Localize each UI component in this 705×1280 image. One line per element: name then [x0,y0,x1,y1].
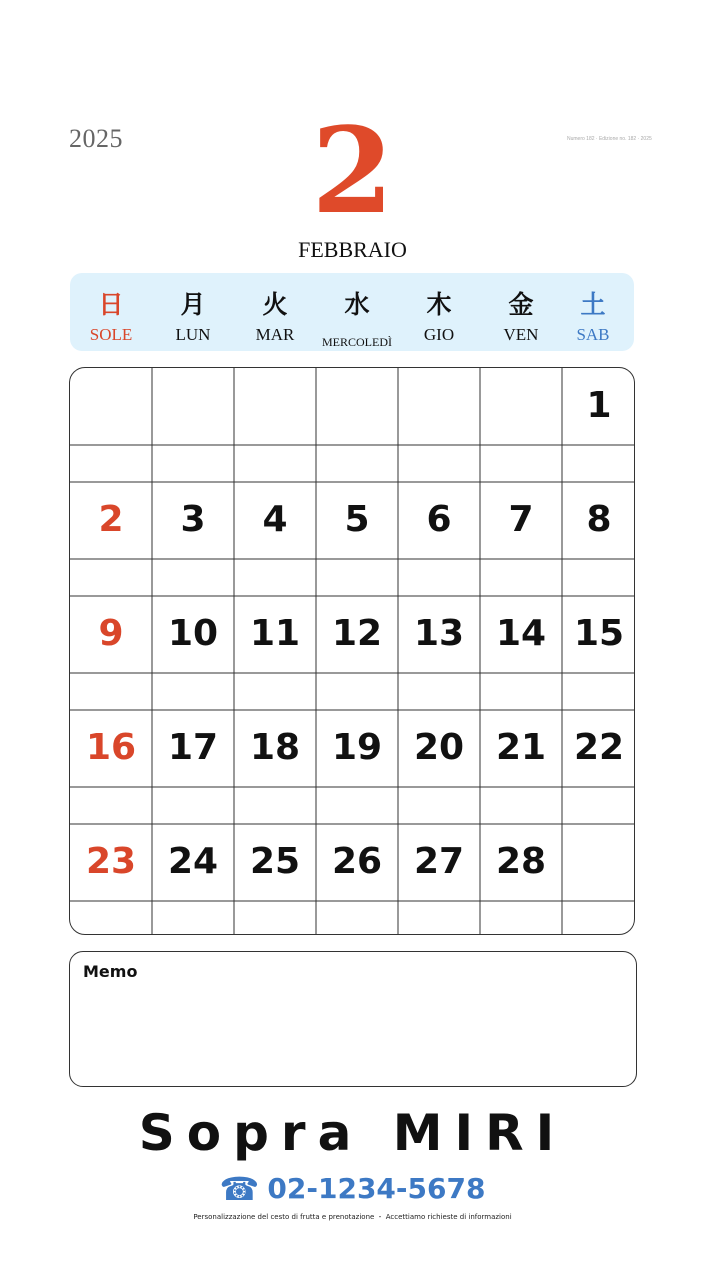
day-cell-number[interactable]: 10 [167,613,219,654]
day-cell-number[interactable]: 9 [98,613,124,654]
day-cell-number[interactable]: 25 [249,841,301,882]
memo-label: Memo [83,962,138,981]
weekday-label: LUN [175,325,211,344]
weekday-wednesday [316,273,398,351]
weekday-sunday [70,273,152,351]
weekday-thursday [398,273,480,351]
weekday-kanji: 火 [262,290,288,319]
day-cell-number[interactable]: 23 [85,841,137,882]
day-cell-number[interactable]: 28 [495,841,547,882]
day-cell-number[interactable]: 18 [249,727,301,768]
day-cell-number[interactable]: 20 [413,727,465,768]
day-cell-number[interactable]: 24 [167,841,219,882]
calendar-grid [69,367,635,935]
weekday-kanji: 月 [180,290,206,319]
telephone-icon: ☎ [219,1170,260,1208]
weekday-monday [152,273,234,351]
fine-print: Numero 182 · Edizione no. 182 · 2025 [567,136,652,142]
memo-box[interactable] [69,951,637,1087]
day-cell-number[interactable]: 16 [85,727,137,768]
shop-name: Sopra MIRI [138,1104,567,1162]
day-cell-number[interactable]: 21 [495,727,547,768]
weekday-label: MAR [255,325,295,344]
day-cell-number[interactable]: 13 [413,613,465,654]
weekday-label: MERCOLEDÌ [322,335,392,349]
day-cell-number[interactable]: 27 [413,841,465,882]
footer-note: Personalizzazione del cesto di frutta e prenotazione ・ Accettiamo richieste di informazioni [193,1213,512,1221]
day-cell-number[interactable]: 8 [586,499,612,540]
weekday-header [70,273,634,351]
day-cell-number[interactable]: 15 [573,613,625,654]
weekday-label: SOLE [89,325,133,344]
weekday-kanji: 木 [426,290,452,319]
weekday-kanji: 日 [98,290,124,319]
day-cell-number[interactable]: 17 [167,727,219,768]
weekday-kanji: 金 [508,290,534,319]
weekday-saturday [552,273,634,351]
weekday-label: SAB [576,325,610,344]
phone-number: 02-1234-5678 [267,1172,486,1205]
month-number: 2 [311,101,394,240]
phone-line[interactable] [0,1170,705,1208]
day-cell-number[interactable]: 14 [495,613,547,654]
day-cell-number[interactable]: 26 [331,841,383,882]
day-cell-number[interactable]: 5 [344,499,370,540]
day-cell-number[interactable]: 22 [573,727,625,768]
day-cell-number[interactable]: 11 [249,613,301,654]
day-cell-number[interactable]: 19 [331,727,383,768]
day-cell-number[interactable]: 7 [508,499,534,540]
day-cell-number[interactable]: 6 [426,499,452,540]
year-label: 2025 [69,124,123,153]
weekday-friday [480,273,562,351]
weekday-label: VEN [503,325,539,344]
weekday-kanji: 水 [344,290,370,319]
weekday-kanji: 土 [580,290,606,319]
weekday-label: GIO [423,325,455,344]
day-cell-number[interactable]: 2 [98,499,124,540]
month-name: FEBBRAIO [298,237,407,262]
weekday-tuesday [234,273,316,351]
day-cell-number[interactable]: 4 [262,499,288,540]
day-cell-number[interactable]: 3 [180,499,206,540]
day-cell-number[interactable]: 12 [331,613,383,654]
day-cell-number[interactable]: 1 [586,385,612,426]
